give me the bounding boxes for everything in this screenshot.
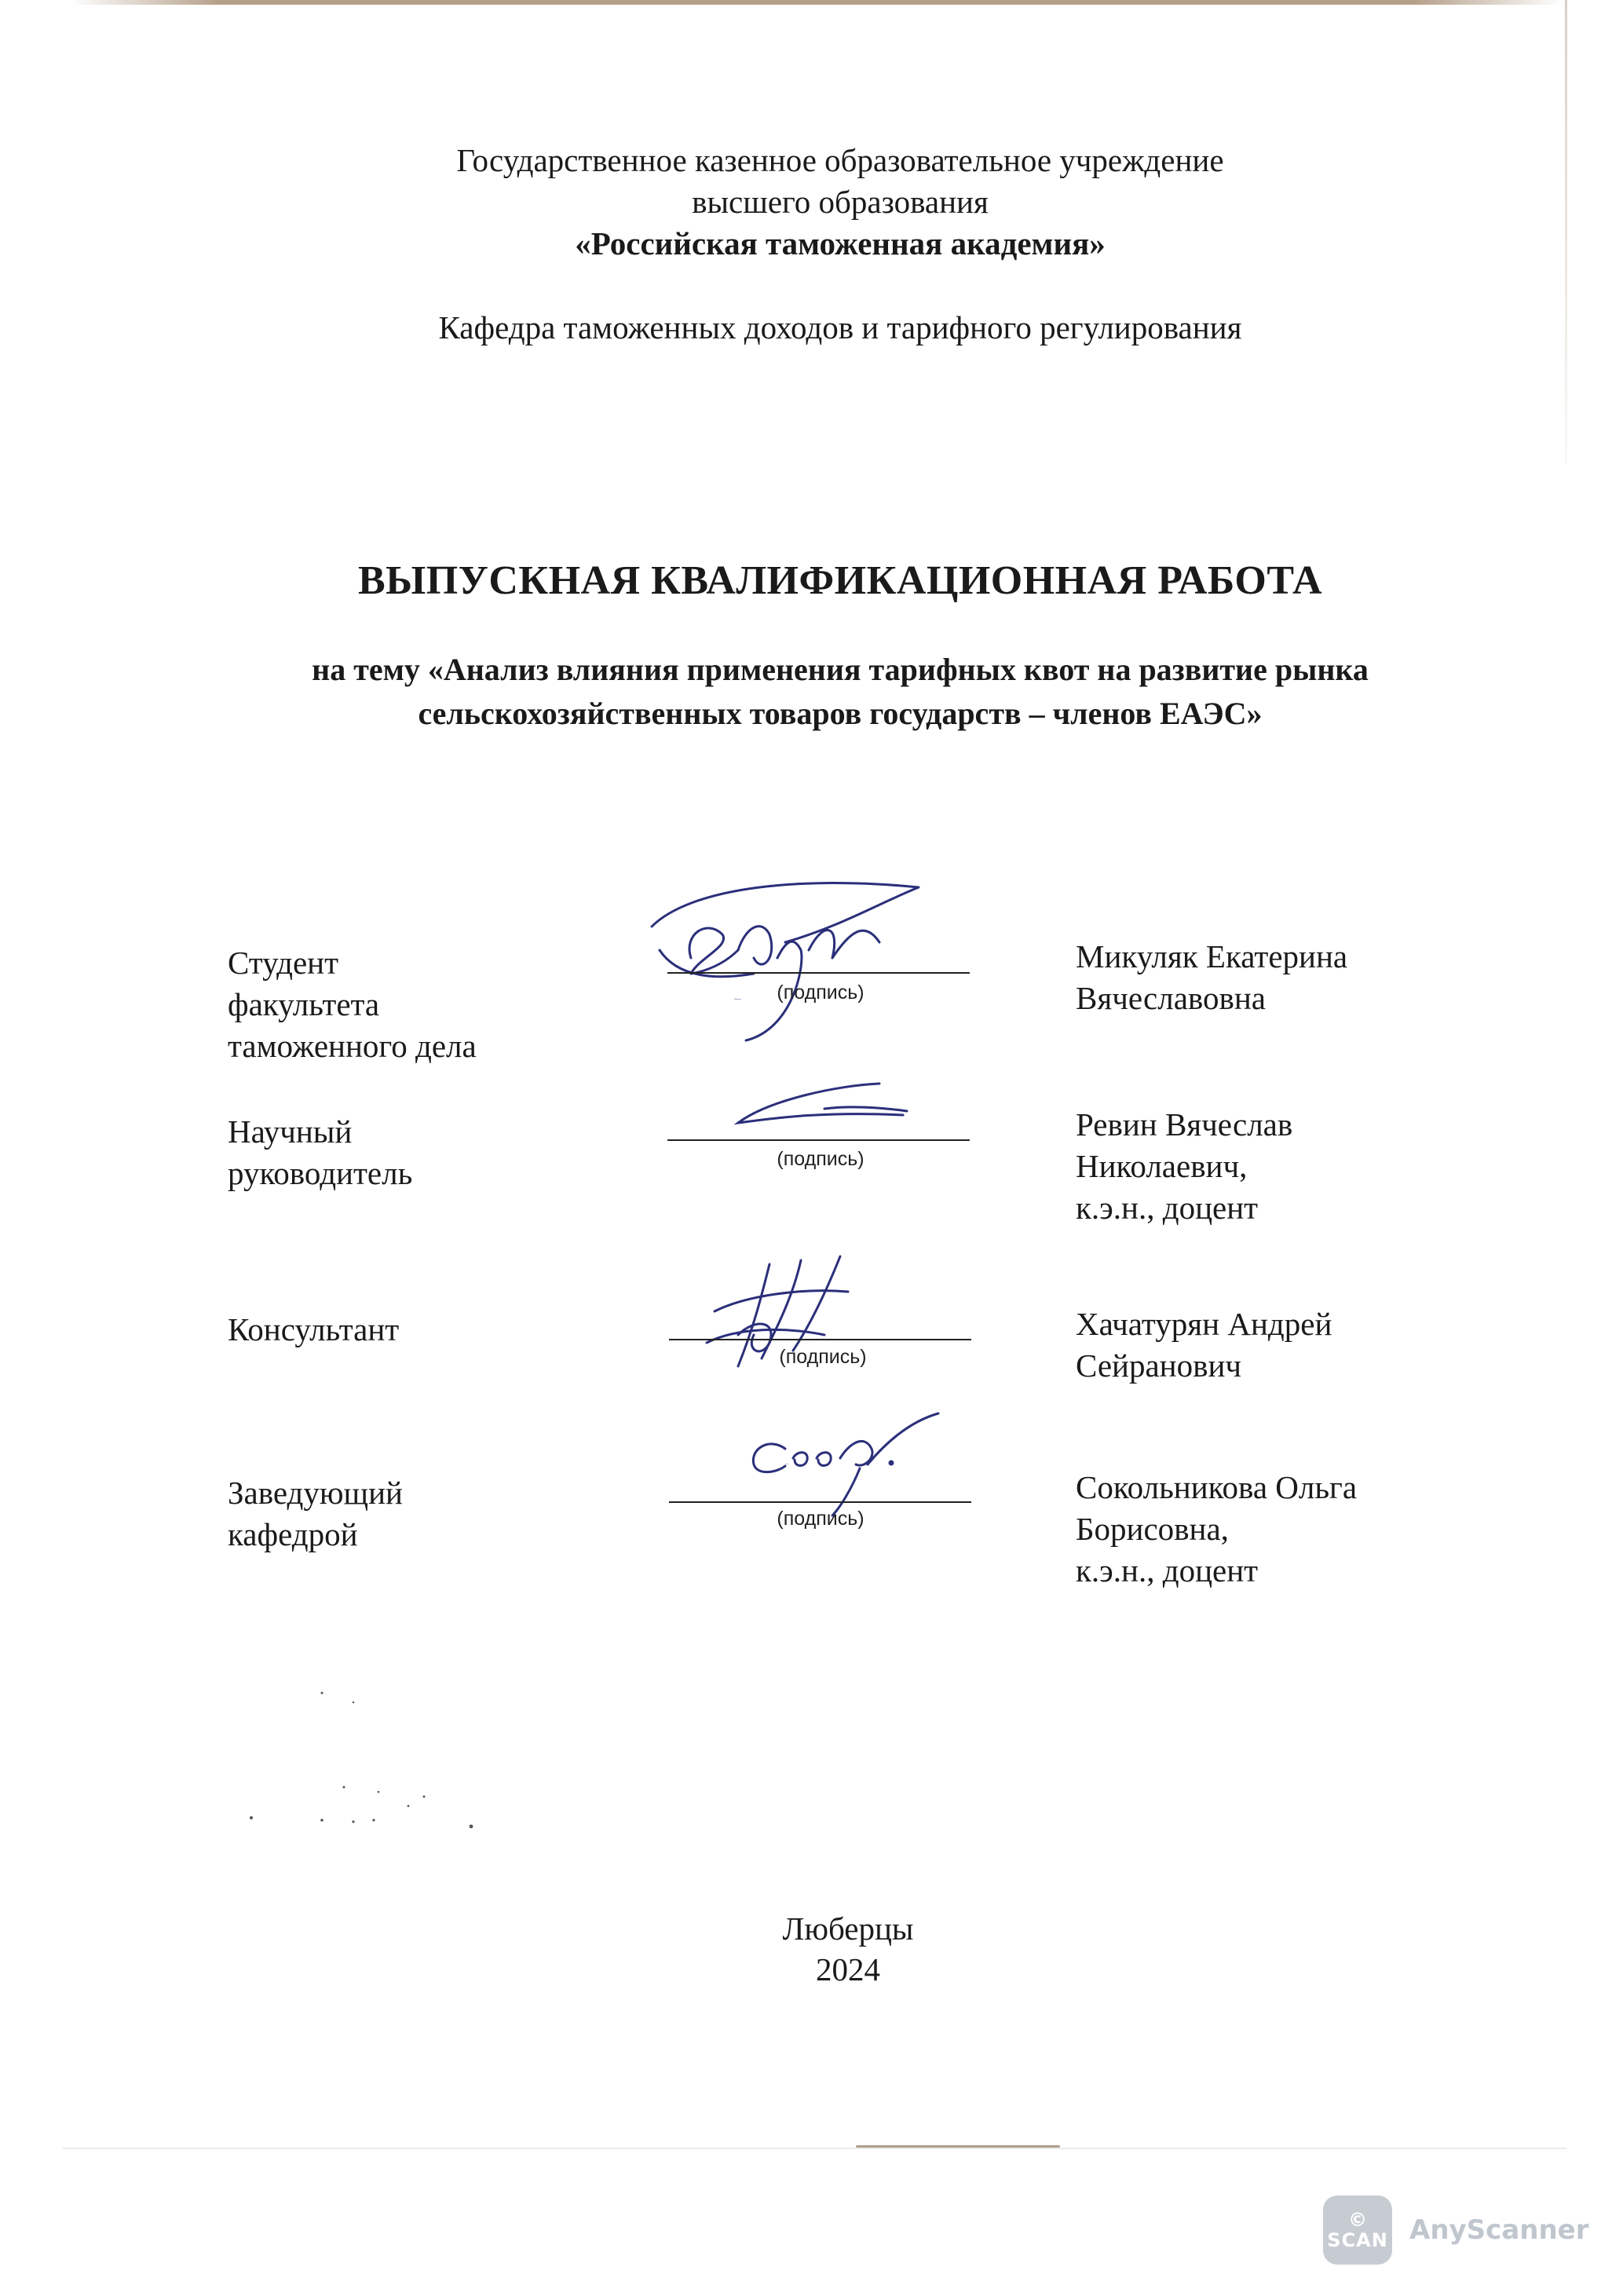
- head-signature-icon: [738, 1409, 958, 1519]
- document-type-title: ВЫПУСКНАЯ КВАЛИФИКАЦИОННАЯ РАБОТА: [357, 558, 1322, 603]
- role-line: факультета: [228, 986, 380, 1022]
- signatory-role-student: [228, 942, 557, 1067]
- name-line: к.э.н., доцент: [1076, 1190, 1259, 1226]
- scan-edge-bottom: [856, 2145, 1060, 2148]
- scan-specks: [236, 1688, 503, 1845]
- role-line: Заведующий: [228, 1475, 403, 1511]
- scan-logo-icon: [1323, 2195, 1392, 2265]
- name-line: Микуляк Екатерина: [1076, 938, 1348, 974]
- page-edge-bottom: [63, 2148, 1566, 2149]
- signatory-role-head: [228, 1472, 557, 1556]
- signatory-name-supervisor: [1076, 1104, 1515, 1229]
- institution-line-2: высшего образования: [692, 184, 989, 220]
- city: Люберцы: [782, 1910, 914, 1947]
- student-signature-icon: [644, 872, 927, 1052]
- watermark-logo-bottom: SCAN: [1327, 2229, 1388, 2251]
- watermark-logo-top: ©: [1348, 2209, 1367, 2231]
- role-line: таможенного дела: [228, 1028, 477, 1064]
- supervisor-signature-icon: [722, 1076, 911, 1139]
- role-line: Студент: [228, 945, 339, 981]
- signature-line: [669, 1339, 971, 1340]
- signature-line: [667, 1139, 970, 1141]
- name-line: Борисовна,: [1076, 1511, 1229, 1547]
- signatory-role-consultant: [228, 1309, 557, 1351]
- name-line: Сейранович: [1076, 1347, 1242, 1384]
- institution-header: [0, 140, 1623, 265]
- signature-glyph: ЕМикуляк: [734, 999, 741, 1000]
- role-line: Консультант: [228, 1311, 400, 1347]
- year: 2024: [816, 1951, 880, 1987]
- institution-line-1: Государственное казенное образовательное учреждение: [456, 142, 1224, 178]
- signatory-name-student: [1076, 936, 1515, 1019]
- signature-caption: (подпись): [777, 982, 865, 1004]
- city-year-footer: [0, 1908, 1623, 1990]
- signature-caption: (подпись): [777, 1148, 865, 1170]
- thesis-theme: [157, 648, 1523, 736]
- name-line: Николаевич,: [1076, 1148, 1248, 1184]
- signature-line: [669, 1501, 971, 1503]
- thesis-theme-line-2: сельскохозяйственных товаров государств – членов ЕАЭС»: [418, 696, 1263, 731]
- signatory-role-supervisor: [228, 1111, 557, 1194]
- signatory-name-consultant: [1076, 1303, 1515, 1387]
- thesis-theme-line-1: на тему «Анализ влияния применения тарифных квот на развитие рынка: [312, 652, 1369, 687]
- institution-name: «Российская таможенная академия»: [575, 225, 1106, 261]
- role-line: кафедрой: [228, 1516, 358, 1552]
- scan-edge-top: [71, 0, 1563, 5]
- role-line: руководитель: [228, 1155, 413, 1191]
- signatory-name-head: [1076, 1467, 1515, 1592]
- name-line: Сокольникова Ольга: [1076, 1469, 1358, 1505]
- watermark-brand: AnyScanner: [1409, 2214, 1589, 2246]
- name-line: к.э.н., доцент: [1076, 1552, 1259, 1589]
- name-line: Вячеславовна: [1076, 980, 1266, 1016]
- name-line: Ревин Вячеслав: [1076, 1106, 1293, 1143]
- signature-glyph: Соол: [785, 1464, 789, 1465]
- role-line: Научный: [228, 1113, 353, 1150]
- signature-caption: (подпись): [779, 1346, 867, 1368]
- signature-caption: (подпись): [777, 1508, 865, 1530]
- department-name: Кафедра таможенных доходов и тарифного регулирования: [438, 309, 1242, 345]
- name-line: Хачатурян Андрей: [1076, 1306, 1332, 1342]
- signature-line: [667, 972, 970, 974]
- anyscanner-watermark: [1323, 2195, 1589, 2265]
